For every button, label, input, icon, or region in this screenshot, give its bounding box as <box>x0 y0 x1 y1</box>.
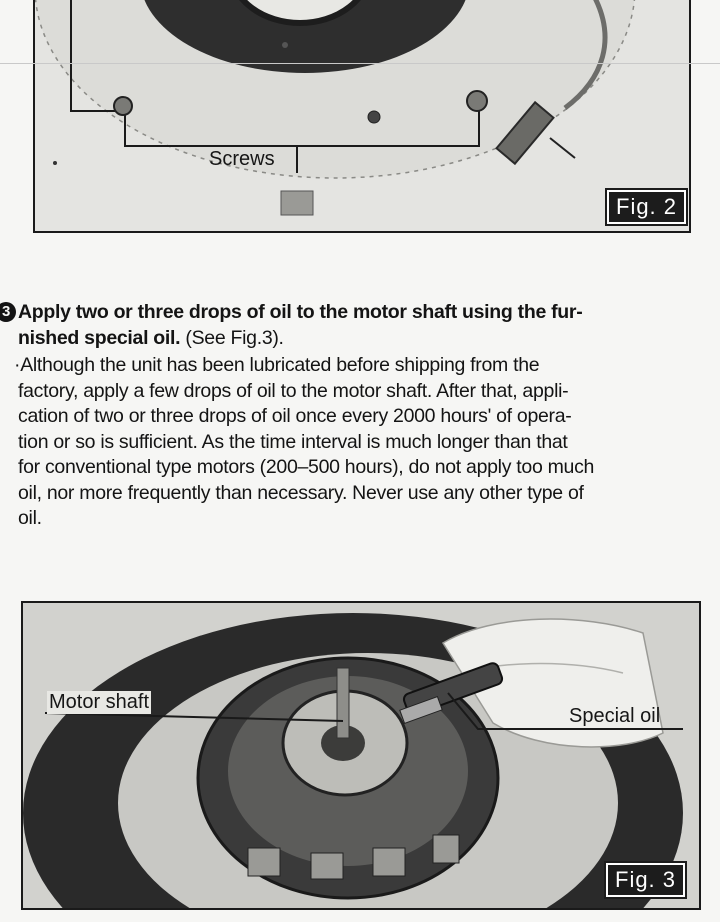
step-3-section <box>0 300 712 532</box>
body-line: ·Although the unit has been lubricated before shipping from the <box>14 354 540 376</box>
figure-3-badge: Fig. 3 <box>606 863 685 897</box>
figure-3-illustration <box>23 603 699 908</box>
figure-2-photo <box>33 0 691 233</box>
page-fold-line <box>0 63 720 64</box>
body-line: oil, nor more frequently than necessary. Never use any other type of <box>18 481 584 504</box>
body-line: for conventional type motors (200–500 hours), do not apply too much <box>18 456 595 478</box>
screws-label: Screws <box>209 148 275 170</box>
figure-2-illustration <box>35 0 689 231</box>
body-line: oil. <box>18 507 42 529</box>
figure-reference: (See Fig.3). <box>180 326 284 349</box>
step-3-body <box>0 353 712 532</box>
figure-2-badge: Fig. 2 <box>607 190 686 224</box>
motor-shaft-label: Motor shaft <box>49 691 150 713</box>
body-line: tion or so is sufficient. As the time interval is much longer than that <box>18 430 568 453</box>
body-line: factory, apply a few drops of oil to the motor shaft. After that, appli- <box>18 379 569 402</box>
special-oil-label: Special oil <box>569 705 661 727</box>
body-line: cation of two or three drops of oil once every 2000 hours' of opera- <box>18 405 572 427</box>
step-3-heading <box>0 300 712 351</box>
step-number-badge: 3 <box>0 302 16 322</box>
figure-3-photo <box>21 601 701 910</box>
step-3-heading-line-2: nished special oil. <box>18 326 181 349</box>
step-3-heading-line-1: Apply two or three drops of oil to the motor shaft using the fur- <box>18 301 583 323</box>
